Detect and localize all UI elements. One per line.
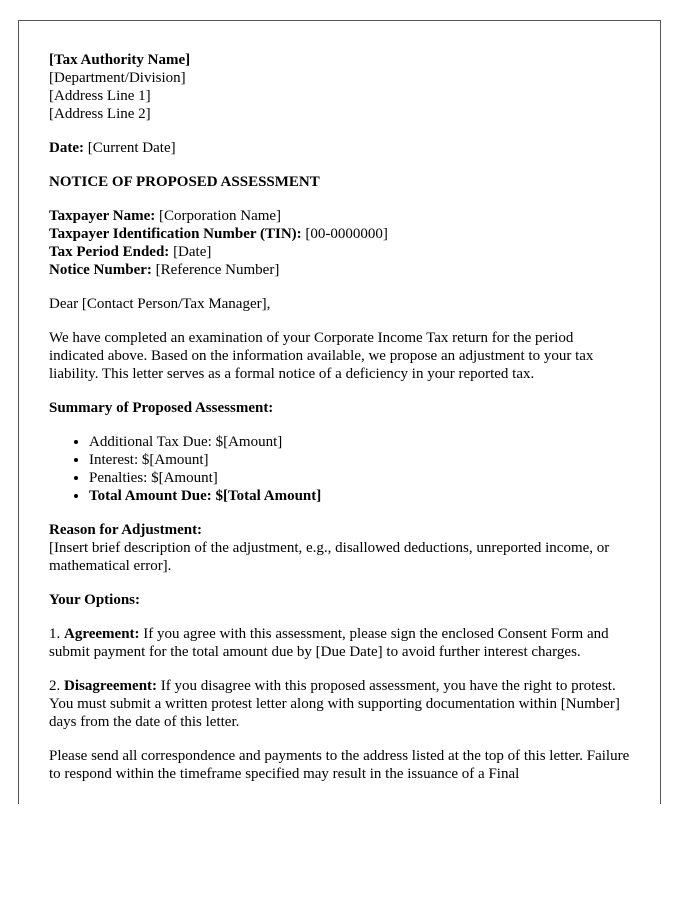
tin-line [49,225,630,243]
summary-heading: Summary of Proposed Assessment: [49,400,274,416]
authority-address-block [49,51,630,123]
tax-period-line [49,243,630,261]
taxpayer-name-line [49,207,630,225]
option-disagreement [49,677,630,731]
option-2-text: If you disagree with this proposed assessment, you have the right to protest. You must submit a written protest letter along with supporting documentation within [Number] days from the date of this letter. [49,678,620,730]
taxpayer-info-block [49,207,630,279]
option-1-text: If you agree with this assessment, please sign the enclosed Consent Form and submit payment for the total amount due by [Due Date] to avoid further interest charges. [49,626,609,660]
option-2-number: 2. [49,678,64,694]
department-line: [Department/Division] [49,70,186,86]
list-item: • Additional Tax Due: $[Amount] [89,433,630,451]
reason-heading: Reason for Adjustment: [49,522,203,538]
options-heading: Your Options: [49,592,140,608]
taxpayer-name-value: [Corporation Name] [155,208,282,224]
notice-title: NOTICE OF PROPOSED ASSESSMENT [49,174,320,190]
reason-text: [Insert brief description of the adjustment, e.g., disallowed deductions, unreported income, or mathematical error]. [49,540,610,574]
notice-number-value: [Reference Number] [151,262,280,278]
closing-paragraph: Please send all correspondence and payments to the address listed at the top of this letter. Failure to respond within the timeframe specified may result in the issuance of a Final [49,748,630,782]
option-2-label: Disagreement: [64,678,158,694]
list-item: • Interest: $[Amount] [89,451,630,469]
tin-value: [00-0000000] [301,226,388,242]
date-label: Date: [49,140,84,156]
address-line-1: [Address Line 1] [49,88,151,104]
option-1-label: Agreement: [64,626,140,642]
authority-name: [Tax Authority Name] [49,52,191,68]
reason-block [49,521,630,575]
option-1-number: 1. [49,626,64,642]
address-line-2: [Address Line 2] [49,106,151,122]
taxpayer-name-label: Taxpayer Name: [49,208,156,224]
notice-number-line [49,261,630,279]
tin-label: Taxpayer Identification Number (TIN): [49,226,302,242]
option-agreement [49,625,630,661]
notice-number-label: Notice Number: [49,262,152,278]
summary-list [49,433,630,505]
date-value: [Current Date] [83,140,176,156]
tax-period-value: [Date] [169,244,212,260]
tax-period-label: Tax Period Ended: [49,244,170,260]
list-item: • Penalties: $[Amount] [89,469,630,487]
intro-paragraph: We have completed an examination of your Corporate Income Tax return for the period indicated above. Based on the information available, we propose an adjustment to your tax liability. This letter serves as a formal notice of a deficiency in your reported tax. [49,330,594,382]
total-amount-item: • Total Amount Due: $[Total Amount] [89,487,630,505]
salutation: Dear [Contact Person/Tax Manager], [49,296,271,312]
letter-page [18,20,661,804]
date-line [49,139,630,157]
